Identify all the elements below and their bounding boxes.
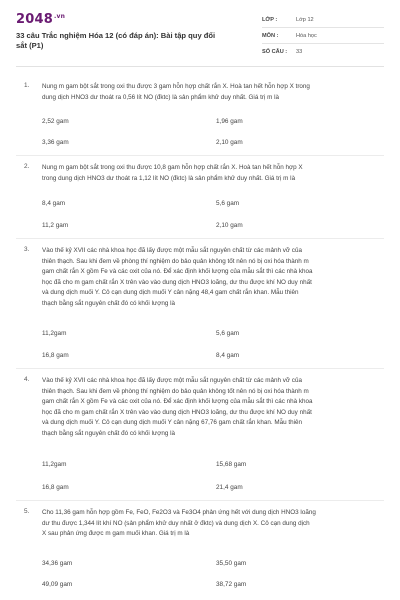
question-separator bbox=[16, 368, 384, 369]
question-line: Nung m gam bột sắt trong oxi thu được 10,8 gam hỗn hợp chất rắn X. Hoà tan hết hỗn hợp X bbox=[42, 164, 303, 171]
option-b[interactable]: 5,6 gam bbox=[216, 330, 240, 337]
title-line-2: sắt (P1) bbox=[16, 41, 44, 50]
question-text bbox=[42, 246, 370, 310]
option-a[interactable]: 11,2gam bbox=[42, 330, 67, 337]
meta-value-grade: Lớp 12 bbox=[296, 16, 314, 23]
question-line: và dung dịch muối Y. Cô cạn dung dịch muối Y cân nặng 48,4 gam chất rắn khan. Mẫu thiên bbox=[42, 289, 299, 297]
question-separator bbox=[16, 500, 384, 501]
document-header bbox=[16, 12, 384, 64]
meta-value-count: 33 bbox=[296, 49, 303, 55]
logo-suffix: .vn bbox=[53, 12, 66, 20]
option-c[interactable]: 16,8 gam bbox=[42, 484, 69, 491]
meta-label-count: SỐ CÂU : bbox=[262, 49, 288, 55]
meta-value-subject: Hóa học bbox=[296, 32, 317, 39]
question-line: dư thu được 1,344 lít khí NO (sản phẩm khử duy nhất ở đktc) và dung dịch X. Cô cạn dung dịch bbox=[42, 519, 310, 527]
option-c[interactable]: 49,09 gam bbox=[42, 581, 73, 588]
question-text bbox=[42, 163, 370, 184]
question-line: Nung m gam bột sắt trong oxi thu được 3 gam hỗn hợp chất rắn X. Hoà tan hết hỗn hợp X trong bbox=[42, 83, 310, 90]
meta-row-subject bbox=[262, 28, 384, 44]
option-a[interactable]: 11,2gam bbox=[42, 461, 67, 468]
question-number: 1. bbox=[24, 82, 30, 89]
option-d[interactable]: 8,4 gam bbox=[216, 352, 240, 359]
meta-label-subject: MÔN : bbox=[262, 32, 279, 39]
option-b[interactable]: 5,6 gam bbox=[216, 200, 240, 207]
question-number: 5. bbox=[24, 508, 30, 515]
question-number: 4. bbox=[24, 376, 30, 383]
question-line: thạch bằng sắt nguyên chất đó có khối lượng là bbox=[42, 429, 175, 437]
header-divider bbox=[16, 66, 384, 67]
site-logo[interactable] bbox=[16, 12, 65, 27]
option-d[interactable]: 38,72 gam bbox=[216, 581, 247, 588]
option-a[interactable]: 2,52 gam bbox=[42, 118, 69, 125]
document-meta bbox=[262, 12, 384, 60]
option-d[interactable]: 21,4 gam bbox=[216, 484, 243, 491]
option-c[interactable]: 16,8 gam bbox=[42, 352, 69, 359]
option-c[interactable]: 11,2 gam bbox=[42, 222, 69, 229]
question-text bbox=[42, 376, 370, 440]
option-d[interactable]: 2,10 gam bbox=[216, 139, 243, 146]
meta-label-grade: LỚP : bbox=[262, 16, 278, 23]
question-line: thạch bằng sắt nguyên chất đó có khối lượng là bbox=[42, 299, 175, 307]
question-line: X sau phản ứng được m gam muối khan. Giá trị m là bbox=[42, 530, 190, 538]
question-separator bbox=[16, 155, 384, 156]
option-c[interactable]: 3,36 gam bbox=[42, 139, 69, 146]
option-b[interactable]: 1,96 gam bbox=[216, 118, 243, 125]
title-line-1: 33 câu Trắc nghiệm Hóa 12 (có đáp án): Bài tập quy đổi bbox=[16, 31, 216, 40]
question-line: dung dịch HNO3 dư thoát ra 0,56 lít NO (đktc) là sản phẩm khử duy nhất. Giá trị m là bbox=[42, 93, 279, 101]
question-line: học đã cho m gam chất rắn X trên vào vào dung dịch HNO3 loãng, dư thu được khí NO duy nhất bbox=[42, 278, 312, 286]
question-line: gam chất rắn X gồm Fe và các oxit của nó. Để xác định khối lượng của mẫu sắt thì các nhà khoa bbox=[42, 398, 313, 406]
meta-row-grade bbox=[262, 12, 384, 28]
option-d[interactable]: 2,10 gam bbox=[216, 222, 243, 229]
question-line: Vào thế kỷ XVII các nhà khoa học đã lấy được một mẫu sắt nguyên chất từ các mảnh vỡ của bbox=[42, 377, 302, 384]
option-a[interactable]: 34,36 gam bbox=[42, 560, 73, 567]
option-b[interactable]: 15,68 gam bbox=[216, 461, 247, 468]
question-line: và dung dịch muối Y. Cô cạn dung dịch muối Y cân nặng 67,76 gam chất rắn khan. Mẫu thiên bbox=[42, 419, 302, 427]
question-text bbox=[42, 82, 370, 103]
document-title bbox=[16, 31, 248, 51]
option-a[interactable]: 8,4 gam bbox=[42, 200, 66, 207]
question-number: 3. bbox=[24, 246, 30, 253]
logo-text: 2048 bbox=[16, 12, 53, 27]
question-number: 2. bbox=[24, 163, 30, 170]
option-b[interactable]: 35,50 gam bbox=[216, 560, 247, 567]
question-line: thiên thạch. Sau khi đem về phòng thí nghiệm do bảo quản không tốt nên nó bị oxi hóa thành m bbox=[42, 387, 309, 395]
question-separator bbox=[16, 238, 384, 239]
meta-row-count bbox=[262, 44, 384, 60]
question-line: Cho 11,36 gam hỗn hợp gồm Fe, FeO, Fe2O3 và Fe3O4 phản ứng hết với dung dịch HNO3 loãng bbox=[42, 509, 316, 516]
question-line: học đã cho m gam chất rắn X trên vào vào dung dịch HNO3 loãng, dư thu được khí NO duy nhất bbox=[42, 408, 312, 416]
question-line: trong dung dịch HNO3 dư thoát ra 1,12 lít NO (đktc) là sản phẩm khử duy nhất. Giá trị m là bbox=[42, 174, 296, 182]
question-line: gam chất rắn X gồm Fe và các oxit của nó. Để xác định khối lượng của mẫu sắt thì các nhà khoa bbox=[42, 268, 313, 276]
question-line: Vào thế kỷ XVII các nhà khoa học đã lấy được một mẫu sắt nguyên chất từ các mảnh vỡ của bbox=[42, 247, 302, 254]
question-text bbox=[42, 508, 370, 540]
question-line: thiên thạch. Sau khi đem về phòng thí nghiệm do bảo quản không tốt nên nó bị oxi hóa thành m bbox=[42, 257, 309, 265]
